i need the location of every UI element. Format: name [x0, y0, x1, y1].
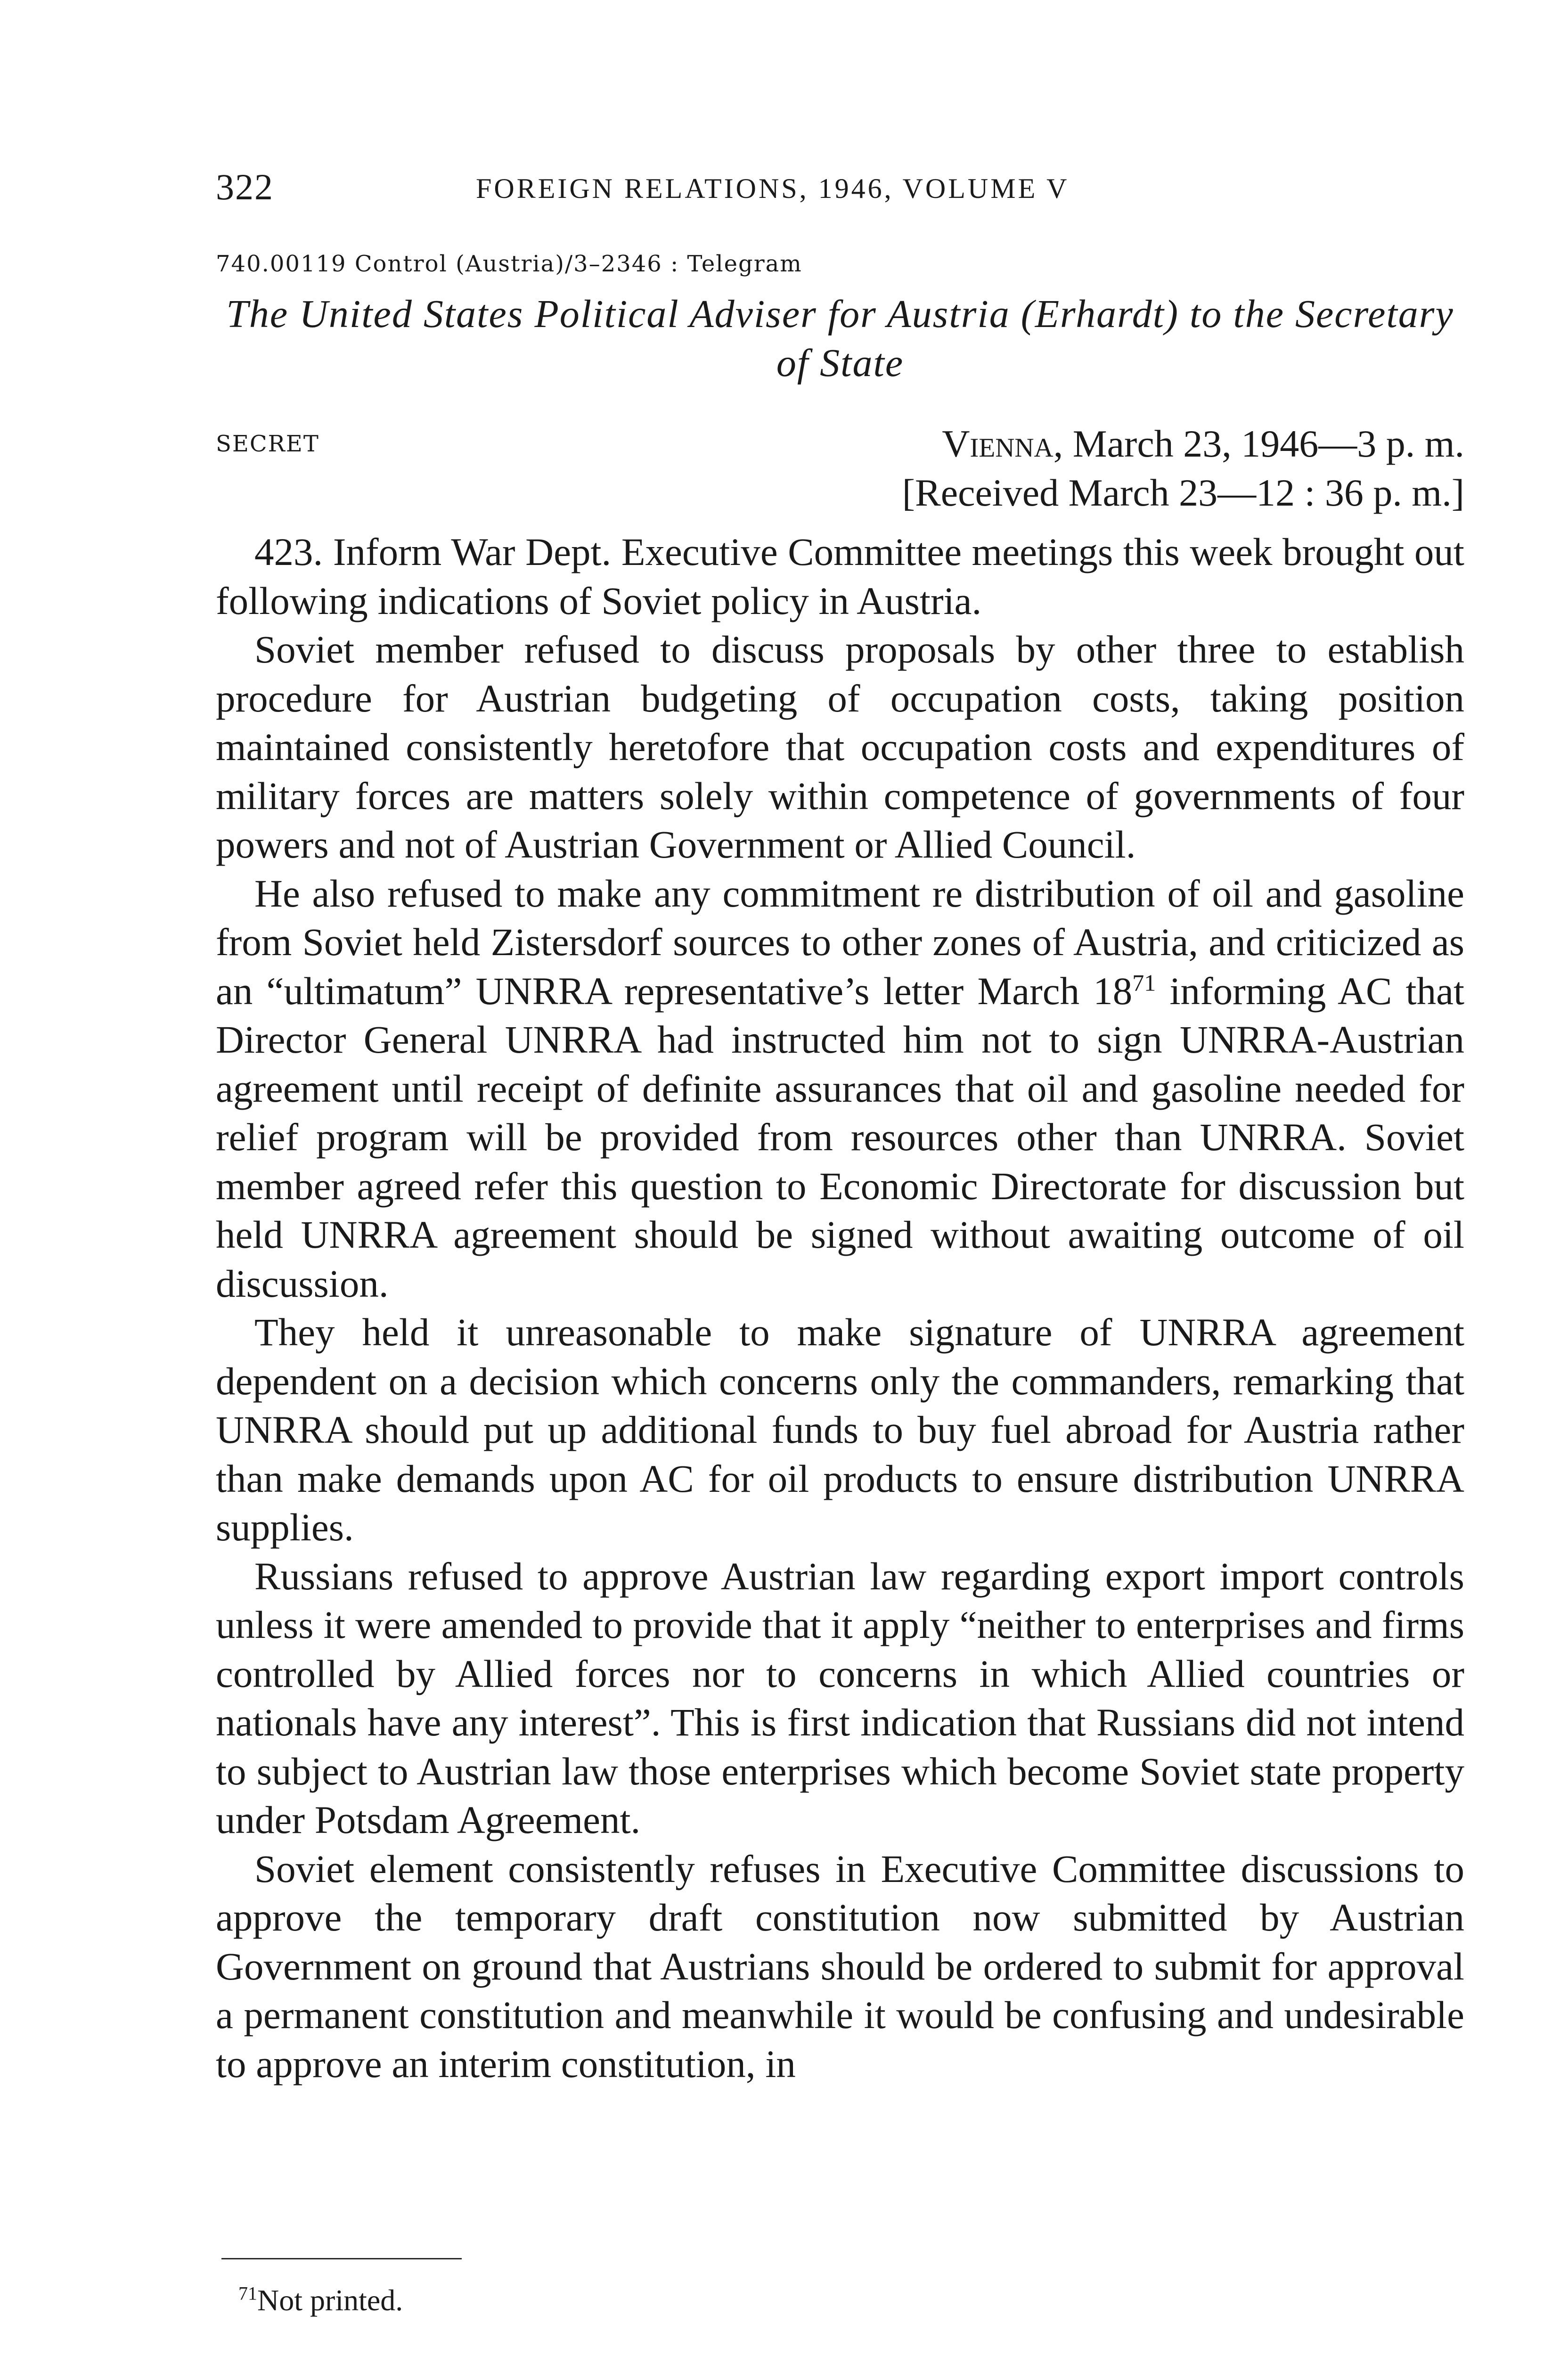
file-reference: 740.00119 Control (Austria)/3–2346 : Telegram	[216, 251, 802, 277]
dateline-place: Vienna	[942, 422, 1054, 465]
footnote-divider	[221, 2258, 462, 2259]
classification-label: SECRET	[216, 431, 319, 457]
dateline	[810, 419, 1464, 517]
footnote-text: Not printed.	[257, 2283, 403, 2317]
footnote-reference: 71	[1132, 969, 1156, 996]
page-header	[216, 166, 1464, 208]
paragraph-6: Soviet element consistently refuses in Executive Committee discussions to approve the temporary draft constitution now submitted by Austrian Government on ground that Austrians should be ordered to submit for approval a permanent constitution and meanwhile it would be confusing and undesirable to approve an interim constitution, in	[216, 1847, 1464, 2086]
paragraph-3	[216, 869, 1464, 1309]
dateline-received: [Received March 23—12 : 36 p. m.]	[902, 471, 1464, 514]
document-title: The United States Political Adviser for Austria (Erhardt) to the Secretary of State	[226, 292, 1454, 385]
telegram-body	[216, 528, 1464, 2088]
dateline-sent	[810, 419, 1464, 468]
footnote-mark: 71	[238, 2282, 257, 2304]
page-number: 322	[216, 166, 274, 207]
paragraph-1: 423. Inform War Dept. Executive Committee meetings this week brought out following indications of Soviet policy in Austria.	[216, 530, 1464, 622]
paragraph-5: Russians refused to approve Austrian law regarding export import controls unless it were amended to provide that it apply “neither to enterprises and firms controlled by Allied forces nor to concerns in which Allied countries or nationals have any interest”. This is first indication that Russians did not intend to subject to Austrian law those enterprises which become Soviet state property under Potsdam Agreement.	[216, 1554, 1464, 1841]
dateline-date: , March 23, 1946—3 p. m.	[1053, 422, 1464, 465]
paragraph-4: They held it unreasonable to make signature of UNRRA agreement dependent on a decision which concerns only the commanders, remarking that UNRRA should put up additional funds to buy fuel abroad for Austria rather than make demands upon AC for oil products to ensure distribution UNRRA supplies.	[216, 1310, 1464, 1549]
footnote	[238, 2282, 403, 2319]
paragraph-3-end: informing AC that Director General UNRRA had instructed him not to sign UNRRA-Austrian agreement until receipt of definite assurances that oil and gasoline needed for relief program will be provided from resources other than UNRRA. Soviet member agreed refer this question to Economic Directorate for discussion but held UNRRA agreement should be signed without awaiting outcome of oil discussion.	[216, 969, 1464, 1305]
paragraph-2: Soviet member refused to discuss proposals by other three to establish procedure for Austrian budgeting of occupation costs, taking position maintained consistently heretofore that occupation costs and expenditures of military forces are matters solely within competence of governments of four powers and not of Austrian Government or Allied Council.	[216, 628, 1464, 866]
running-head: FOREIGN RELATIONS, 1946, VOLUME V	[476, 173, 1070, 204]
paragraph-3-start: He also refused to make any commitment re distribution of oil and gasoline from Soviet held Zistersdorf sources to other zones of Austria, and criticized as an “ultimatum” UNRRA representative’s letter March 18	[216, 871, 1464, 1013]
